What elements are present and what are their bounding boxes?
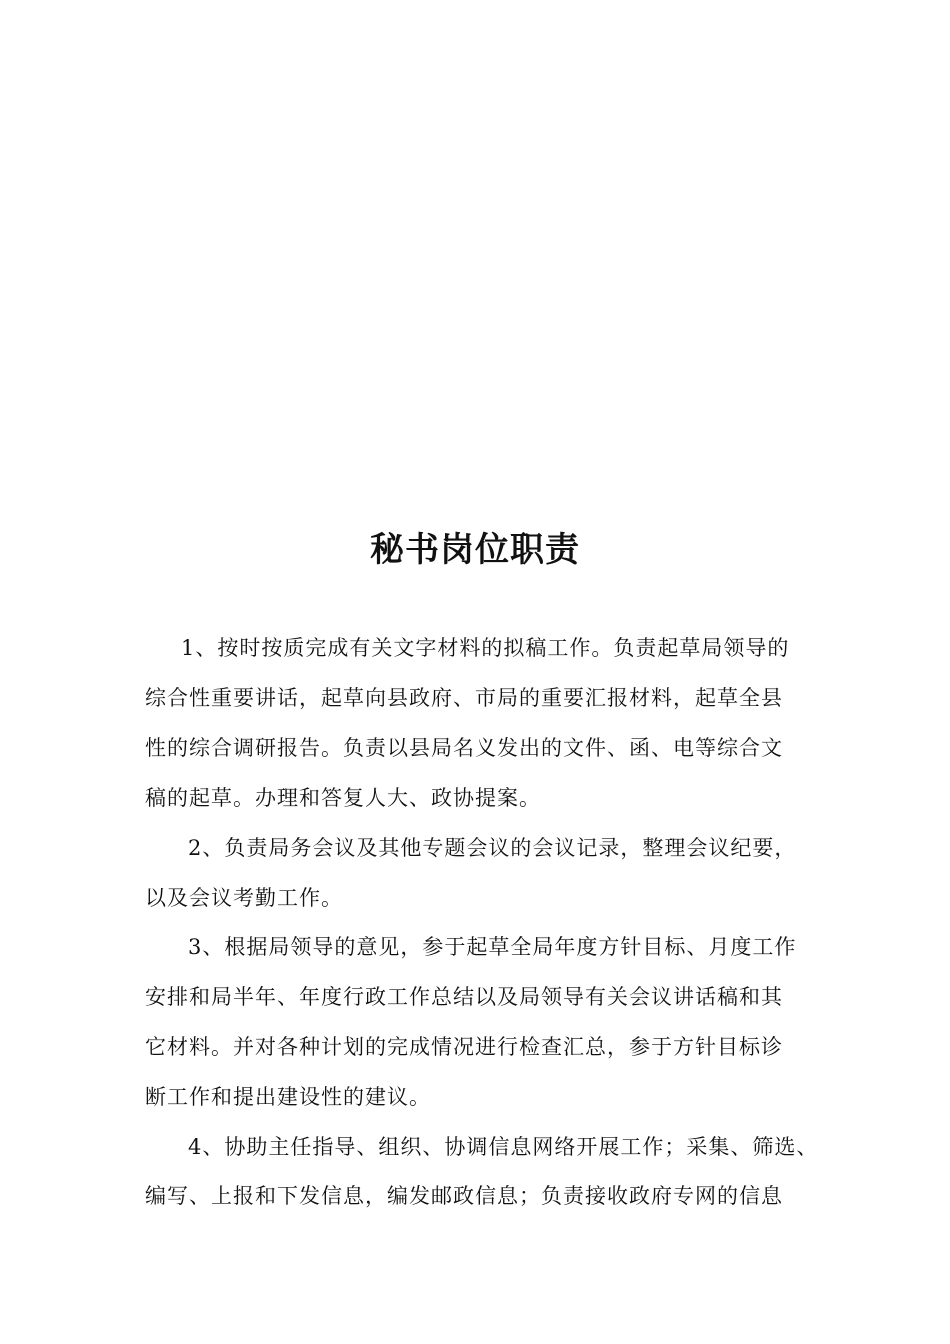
- paragraph-3-line-1: 3、根据局领导的意见，参于起草全局年度方针目标、月度工作: [188, 935, 797, 959]
- paragraph-3-line-2: 安排和局半年、年度行政工作总结以及局领导有关会议讲话稿和其: [145, 985, 783, 1009]
- paragraph-1-line-4: 稿的起草。办理和答复人大、政协提案。: [145, 786, 541, 810]
- paragraph-3-line-3: 它材料。并对各种计划的完成情况进行检查汇总，参于方针目标诊: [145, 1035, 783, 1059]
- paragraph-1-line-1: 1、按时按质完成有关文字材料的拟稿工作。负责起草局领导的: [181, 636, 790, 660]
- paragraph-1-line-2: 综合性重要讲话，起草向县政府、市局的重要汇报材料，起草全县: [145, 686, 783, 710]
- paragraph-1-line-3: 性的综合调研报告。负责以县局名义发出的文件、函、电等综合文: [145, 736, 783, 760]
- paragraph-4-line-1: 4、协助主任指导、组织、协调信息网络开展工作；采集、筛选、: [188, 1135, 819, 1159]
- paragraph-2-line-1: 2、负责局务会议及其他专题会议的会议记录，整理会议纪要，: [188, 836, 797, 860]
- paragraph-3-line-4: 断工作和提出建设性的建议。: [145, 1085, 431, 1109]
- document-title: 秘书岗位职责: [370, 530, 580, 570]
- paragraph-2-line-2: 以及会议考勤工作。: [145, 886, 343, 910]
- paragraph-4-line-2: 编写、上报和下发信息，编发邮政信息；负责接收政府专网的信息: [145, 1184, 783, 1208]
